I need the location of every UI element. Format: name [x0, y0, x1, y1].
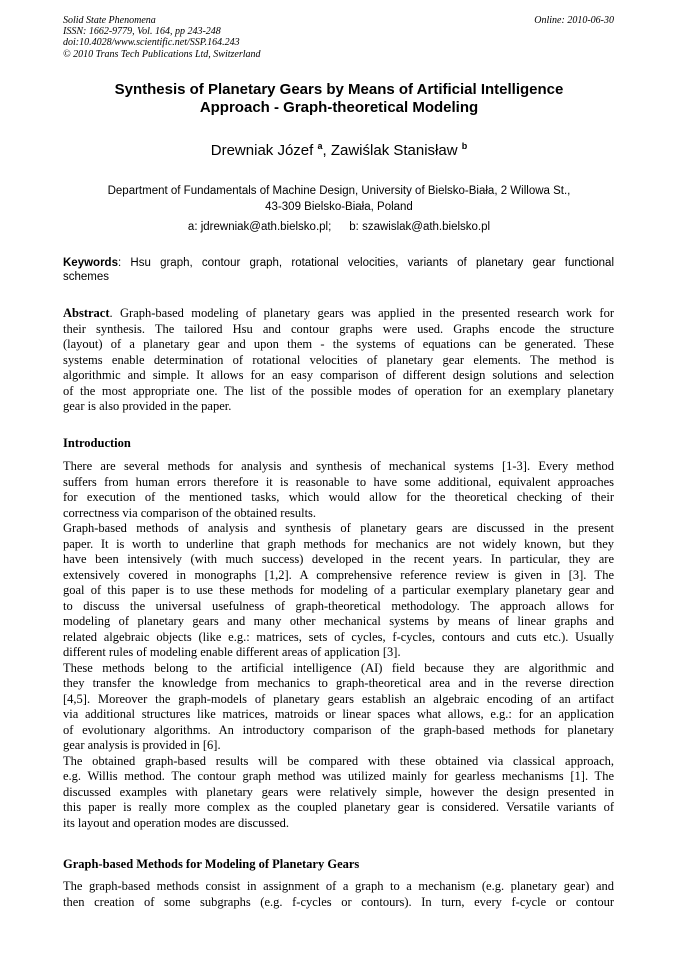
paragraph-line: goal of this paper is to use these methods for modeling of a particular exemplary planetary gear and — [63, 583, 614, 597]
email-link[interactable]: a: jdrewniak@ath.bielsko.pl; — [187, 221, 332, 233]
paragraph-line: its layout and operation modes are discussed. — [63, 815, 289, 830]
journal-copyright: © 2010 Trans Tech Publications Ltd, Switzerland — [63, 48, 261, 60]
journal-issn: ISSN: 1662-9779, Vol. 164, pp 243-248 — [63, 26, 221, 38]
keywords-line: schemes — [63, 271, 110, 283]
paragraph-line: extensively covered in monographs [1,2]. A comprehensive reference review is given in [3]. The — [63, 567, 614, 582]
paragraph-line: suffers from human errors therefore it is reasonable to have some additional, equivalent approaches — [63, 474, 614, 489]
section-heading-introduction: Introduction — [63, 436, 131, 450]
affiliation-marker: b — [461, 141, 468, 151]
paragraph-line: The obtained graph-based results will be compared with these obtained via classical approach, — [63, 753, 614, 768]
affiliation-marker: a — [317, 141, 323, 151]
abstract-line: of the most appropriate one. The list of the possible modes of operation for an exemplary planetary — [63, 383, 614, 398]
paragraph-line: [4,5]. Moreover the graph-models of planetary gears establish an algebraic encoding of an artifact — [63, 691, 614, 706]
affiliation — [63, 183, 615, 215]
author-list — [63, 141, 615, 161]
paragraph-line: of evolutionary algorithms. An introductory comparison of the graph-based methods for planetary — [63, 722, 614, 737]
keywords-block — [63, 256, 614, 284]
abstract-line: systems enable determination of rotational velocities of planetary gear elements. The method is — [63, 352, 614, 367]
abstract-label: Abstract — [63, 306, 110, 320]
title-line: Approach - Graph-theoretical Modeling — [199, 99, 479, 116]
online-date: Online: 2010-06-30 — [534, 15, 614, 26]
affiliation-line: 43-309 Bielsko-Biała, Poland — [265, 201, 413, 213]
author-emails — [63, 220, 615, 234]
paragraph-line: different rules of modeling enable different areas of application [3]. — [63, 645, 401, 659]
journal-header — [63, 15, 261, 60]
paragraph-line: have been intensively (with much success) developed in the recent years. In particular, they are — [63, 552, 614, 566]
paragraph-line: modeling of planetary gears and many other mechanical systems by means of linear graphs and — [63, 614, 614, 628]
abstract-line: their synthesis. The tailored Hsu and contour graphs were used. Graphs encode the structure — [63, 321, 614, 336]
abstract-text: . Graph-based modeling of planetary gears was applied in the presented research work for — [109, 306, 614, 320]
abstract-line: algorithmic and simple. It allows for an easy comparison of different design solutions and selection — [63, 368, 614, 382]
keywords-label: Keywords — [63, 257, 118, 269]
author-name: Zawiślak Stanisław — [330, 142, 458, 159]
abstract-line — [63, 306, 614, 322]
abstract-line: gear is also provided in the paper. — [63, 399, 232, 413]
paragraph-line: These methods belong to the artificial intelligence (AI) field because they are algorithmic and — [63, 660, 614, 675]
paragraph-line: Graph-based methods of analysis and synthesis of planetary gears are discussed in the present — [63, 521, 614, 535]
journal-name: Solid State Phenomena — [63, 15, 156, 26]
paragraph-line: paper. It is worth to underline that graph methods for mechanics are not widely known, but they — [63, 536, 614, 551]
title-line: Synthesis of Planetary Gears by Means of Artificial Intelligence — [114, 81, 564, 98]
author-separator: , — [322, 142, 331, 159]
paragraph-line: they transfer the knowledge from mechanics to graph-theoretical area and in the reverse direction — [63, 676, 614, 690]
paragraph-line: then creation of some subgraphs (e.g. f-cycles or contours). In turn, every f-cycle or contour — [63, 894, 614, 909]
paragraph-line: related algebraic objects (like e.g.: matrices, sets of cycles, f-cycles, contours and cuts etc.). Usually — [63, 629, 614, 644]
abstract-line: (layout) of a planetary gear and upon them - the systems of equations can be generated. These — [63, 337, 614, 351]
paragraph-line: this paper is really more complex as the coupled planetary gear is considered. Versatile variants of — [63, 800, 614, 814]
paragraph-line: The graph-based methods consist in assignment of a graph to a mechanism (e.g. planetary gear) and — [63, 879, 614, 893]
paragraph-line: gear analysis is provided in [6]. — [63, 738, 221, 752]
affiliation-line: Department of Fundamentals of Machine Design, University of Bielsko-Biała, 2 Willowa St., — [107, 185, 571, 197]
graph-section-body — [63, 879, 614, 910]
introduction-body — [63, 459, 614, 831]
paragraph-line: for execution of the mentioned tasks, which would allow for the theoretical checking of their — [63, 490, 614, 504]
keywords-line — [63, 256, 614, 270]
author-name: Drewniak Józef — [210, 142, 314, 159]
journal-doi: doi:10.4028/www.scientific.net/SSP.164.243 — [63, 37, 240, 49]
keywords-text: : Hsu graph, contour graph, rotational velocities, variants of planetary gear functional — [117, 257, 614, 269]
paragraph-line: correctness via comparison of the obtained results. — [63, 505, 317, 520]
paragraph-line: via additional structures like matrices, matroids or linear spaces what allows, e.g.: for an application — [63, 707, 614, 721]
paper-title — [63, 81, 615, 117]
paragraph-line: e.g. Willis method. The contour graph method was utilized mainly for gearless mechanisms [1]. The — [63, 769, 614, 783]
paragraph-line: There are several methods for analysis and synthesis of mechanical systems [1-3]. Every method — [63, 459, 614, 473]
paragraph-line: to discuss the universal usefulness of graph-theoretical methodology. The approach allows for — [63, 598, 614, 613]
paragraph-line: discussed examples with planetary gears were relatively simple, however the design presented in — [63, 784, 614, 799]
section-heading-graph-methods: Graph-based Methods for Modeling of Planetary Gears — [63, 857, 360, 871]
email-link[interactable]: b: szawislak@ath.bielsko.pl — [349, 221, 491, 233]
abstract — [63, 306, 614, 415]
